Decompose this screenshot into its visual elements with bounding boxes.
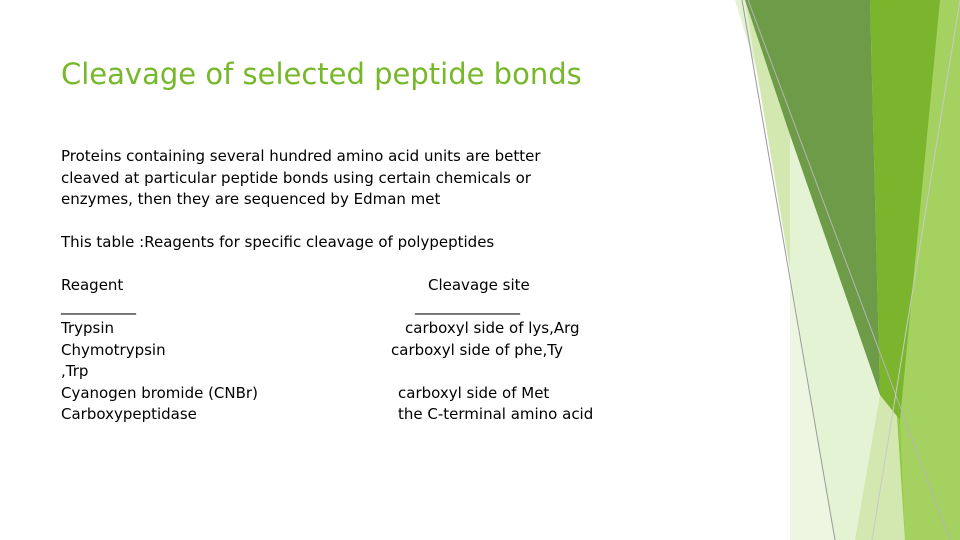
reagent-cnbr: Cyanogen bromide (CNBr) (61, 384, 258, 402)
site-chymotrypsin: carboxyl side of phe,Ty (391, 341, 563, 359)
slide-title: Cleavage of selected peptide bonds (61, 57, 582, 91)
table-caption: This table :Reagents for specific cleavage of polypeptides (61, 233, 495, 251)
reagent-trp-wrap: ,Trp (61, 362, 89, 380)
site-header: Cleavage site (428, 276, 530, 294)
intro-paragraph (61, 146, 621, 211)
intro-line-3: enzymes, then they are sequenced by Edman met (61, 190, 441, 208)
site-carboxypeptidase: the C-terminal amino acid (398, 405, 594, 423)
reagent-carboxypeptidase: Carboxypeptidase (61, 405, 197, 423)
reagent-chymotrypsin: Chymotrypsin (61, 341, 166, 359)
site-separator: ______________ (415, 297, 520, 315)
site-trypsin: carboxyl side of lys,Arg (405, 319, 580, 337)
intro-line-2: cleaved at particular peptide bonds using certain chemicals or (61, 168, 531, 187)
intro-line-1: Proteins containing several hundred amino acid units are better (61, 147, 541, 165)
reagent-header: Reagent (61, 276, 124, 294)
reagent-trypsin: Trypsin (61, 319, 115, 337)
reagent-separator: __________ (61, 297, 136, 315)
site-cnbr: carboxyl side of Met (398, 384, 550, 402)
